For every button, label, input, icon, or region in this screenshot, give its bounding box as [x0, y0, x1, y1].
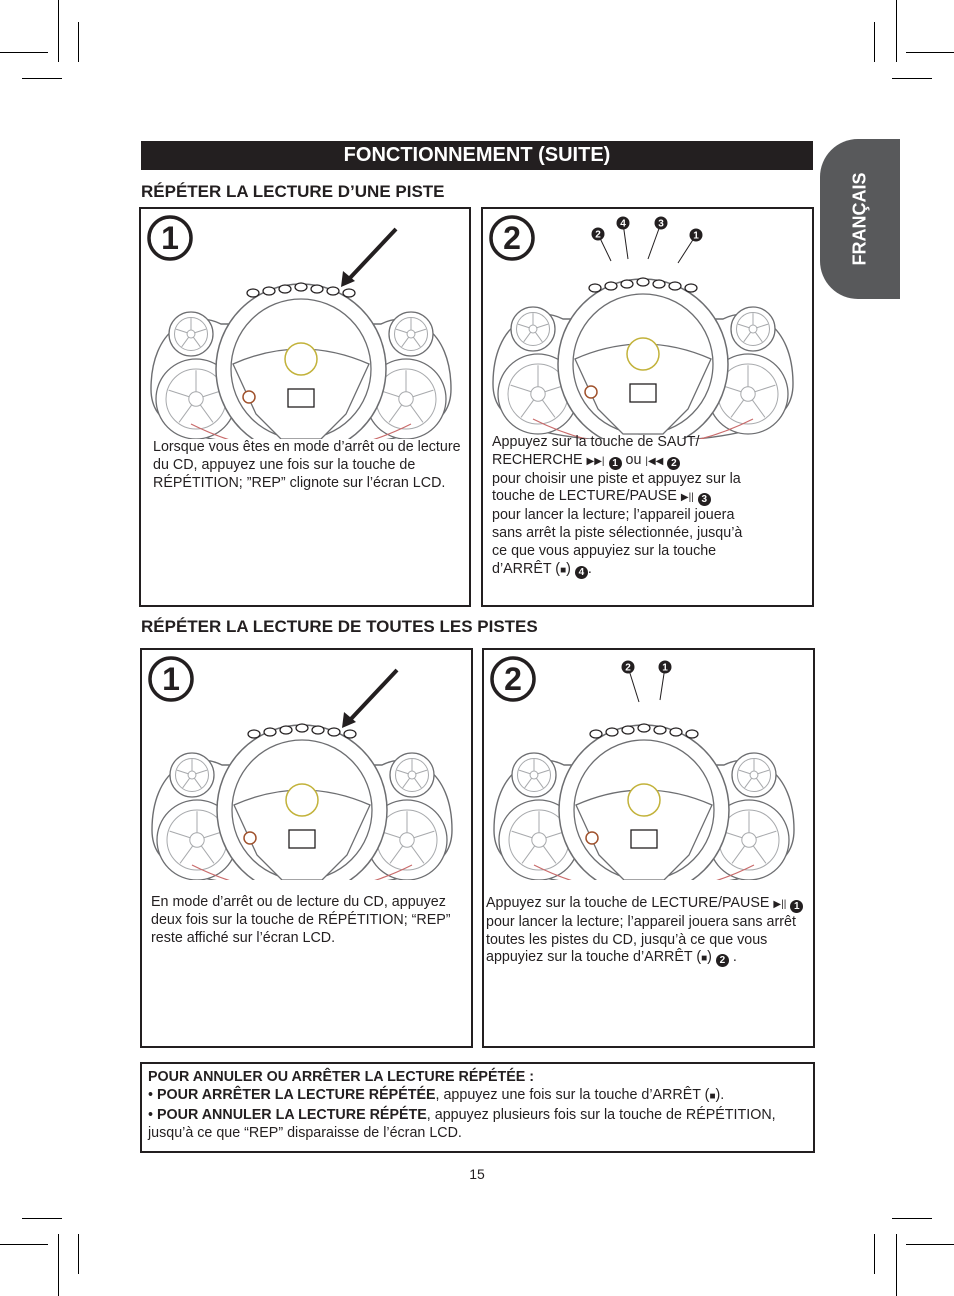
top-button	[280, 726, 292, 734]
crop-mark	[78, 22, 79, 62]
crop-mark	[896, 0, 897, 62]
language-tab-label: FRANÇAIS	[849, 172, 870, 266]
device-drawing	[142, 650, 475, 880]
panel-all-step1	[140, 648, 473, 1048]
crop-mark	[0, 1244, 48, 1245]
text-line: pour lancer la lecture; l’appareil jouera sans arrêt toutes les pistes du CD, jusqu’à ce que vous appuyiez sur la touche d’ARRÊT (	[486, 913, 796, 966]
language-tab	[820, 139, 900, 299]
top-button	[686, 730, 698, 738]
skip-prev-icon: |◀◀	[645, 455, 664, 467]
panel-one-step2	[481, 207, 814, 607]
crop-mark	[78, 1234, 79, 1274]
top-button	[637, 278, 649, 286]
stop-icon: ■	[701, 953, 708, 965]
callout-badge: 4	[575, 566, 588, 579]
callout-badge: 2	[667, 457, 680, 470]
note-bullet1-end: ).	[715, 1087, 725, 1103]
play-pause-icon: ▶||	[773, 899, 787, 910]
note-title: POUR ANNULER OU ARRÊTER LA LECTURE RÉPÉTÉE :	[148, 1069, 535, 1085]
crop-mark	[874, 1234, 875, 1274]
heading-repeat-one: RÉPÉTER LA LECTURE D’UNE PISTE	[141, 182, 445, 201]
crop-mark	[906, 52, 954, 53]
crop-mark	[22, 78, 62, 79]
text-line: d’ARRÊT (	[492, 560, 561, 577]
top-button	[685, 284, 697, 292]
top-button	[653, 280, 665, 288]
top-button	[327, 287, 339, 295]
callout-label: 4	[620, 218, 626, 230]
text-line: pour choisir une piste et appuyez sur la	[492, 470, 741, 487]
cd-lid	[628, 784, 660, 816]
play-pause-icon: ▶||	[680, 492, 694, 504]
note-bullet2-text: , appuyez plusieurs fois sur la touche de RÉPÉTITION, jusqu’à ce que “REP” disparaisse de l’écran LCD.	[148, 1107, 776, 1141]
top-button	[654, 726, 666, 734]
top-button	[328, 728, 340, 736]
step-text: En mode d’arrêt ou de lecture du CD, appuyez deux fois sur la touche de RÉPÉTITION; “REP” reste affiché sur l’écran LCD.	[151, 894, 451, 946]
top-button	[296, 724, 308, 732]
note-bullet1-bold: POUR ARRÊTER LA LECTURE RÉPÉTÉE	[156, 1087, 436, 1103]
crop-mark	[0, 52, 48, 53]
step-text	[486, 895, 813, 968]
top-button	[605, 282, 617, 290]
top-button	[590, 730, 602, 738]
crop-mark	[22, 1218, 62, 1219]
step-number-text: 1	[162, 661, 180, 697]
page-number: 15	[469, 1166, 485, 1182]
knob	[585, 386, 597, 398]
cd-lid	[627, 338, 659, 370]
top-button	[622, 726, 634, 734]
callout-label: 2	[625, 662, 631, 674]
callout-label: 3	[658, 218, 664, 230]
section-title: FONCTIONNEMENT (SUITE)	[141, 141, 813, 170]
heading-repeat-all: RÉPÉTER LA LECTURE DE TOUTES LES PISTES	[141, 617, 538, 636]
crop-mark	[58, 1234, 59, 1296]
top-button	[343, 289, 355, 297]
top-button	[638, 724, 650, 732]
step-number-text: 2	[504, 661, 522, 697]
text-word: .	[732, 949, 737, 966]
lcd-screen	[289, 830, 315, 848]
text-line: Appuyez sur la touche de SAUT/	[492, 434, 700, 450]
crop-mark	[906, 1244, 954, 1245]
callout-badge: 2	[716, 954, 729, 967]
note-bullet1-text: , appuyez une fois sur la touche d’ARRÊT (	[435, 1087, 710, 1103]
cd-lid	[285, 343, 317, 375]
callout-badge: 3	[698, 493, 711, 506]
stop-icon: ■	[560, 564, 567, 576]
text-line: touche de LECTURE/PAUSE	[492, 488, 677, 505]
top-button	[670, 728, 682, 736]
text-word: .	[587, 560, 592, 577]
text-line: pour lancer la lecture; l’appareil jouera sans arrêt la piste sélectionnée, jusqu’à ce que vous appuyiez sur la touche	[492, 507, 743, 559]
top-button	[606, 728, 618, 736]
top-button	[248, 730, 260, 738]
top-button	[295, 283, 307, 291]
top-button	[669, 282, 681, 290]
callout-label: 1	[693, 230, 699, 242]
text-word: ou	[625, 451, 642, 468]
crop-mark	[892, 78, 932, 79]
step-text: Lorsque vous êtes en mode d’arrêt ou de lecture du CD, appuyez une fois sur la touche de RÉPÉTITION; ”REP” clignote sur l’écran LCD.	[153, 439, 461, 491]
step-number-text: 1	[161, 220, 179, 256]
top-button	[312, 726, 324, 734]
panel-all-step2	[482, 648, 815, 1048]
top-button	[263, 287, 275, 295]
lcd-screen	[630, 384, 656, 402]
crop-mark	[896, 1234, 897, 1296]
crop-mark	[892, 1218, 932, 1219]
crop-mark	[58, 0, 59, 62]
callout-badge: 1	[609, 457, 622, 470]
knob	[586, 832, 598, 844]
top-button	[589, 284, 601, 292]
knob	[244, 832, 256, 844]
top-button	[344, 730, 356, 738]
cd-lid	[286, 784, 318, 816]
callout-label: 2	[595, 229, 601, 241]
callout-label: 1	[662, 662, 668, 674]
crop-mark	[874, 22, 875, 62]
top-button	[311, 285, 323, 293]
lcd-screen	[631, 830, 657, 848]
stop-icon: ■	[709, 1091, 716, 1102]
top-button	[247, 289, 259, 297]
text-word: )	[707, 949, 712, 966]
lcd-screen	[288, 389, 314, 407]
top-button	[621, 280, 633, 288]
text-word: )	[566, 560, 571, 577]
step-number-text: 2	[503, 220, 521, 256]
text-line: Appuyez sur la touche de LECTURE/PAUSE	[486, 895, 770, 911]
callout-badge: 1	[790, 900, 803, 913]
skip-next-icon: ▶▶|	[586, 455, 605, 467]
pointer-arrow	[349, 229, 396, 279]
top-button	[264, 728, 276, 736]
note-bullet2-bold: POUR ANNULER LA LECTURE RÉPÉTE	[156, 1107, 427, 1123]
step-text	[492, 434, 812, 579]
top-button	[279, 285, 291, 293]
panel-one-step1	[139, 207, 471, 607]
device-drawing	[484, 650, 817, 880]
device-drawing	[483, 209, 816, 439]
knob	[243, 391, 255, 403]
pointer-arrow	[350, 670, 397, 720]
note-box: POUR ANNULER OU ARRÊTER LA LECTURE RÉPÉTÉE : • POUR ARRÊTER LA LECTURE RÉPÉTÉE, appuyez une fois sur la touche d’ARRÊT (■). • POUR ANNULER LA LECTURE RÉPÉTE, appuyez plusieurs fois sur la touche de RÉPÉTITION, jusqu’à ce que “REP” disparaisse de l’écran LCD.	[140, 1062, 815, 1153]
text-line: RECHERCHE	[492, 451, 583, 468]
device-drawing	[141, 209, 473, 439]
